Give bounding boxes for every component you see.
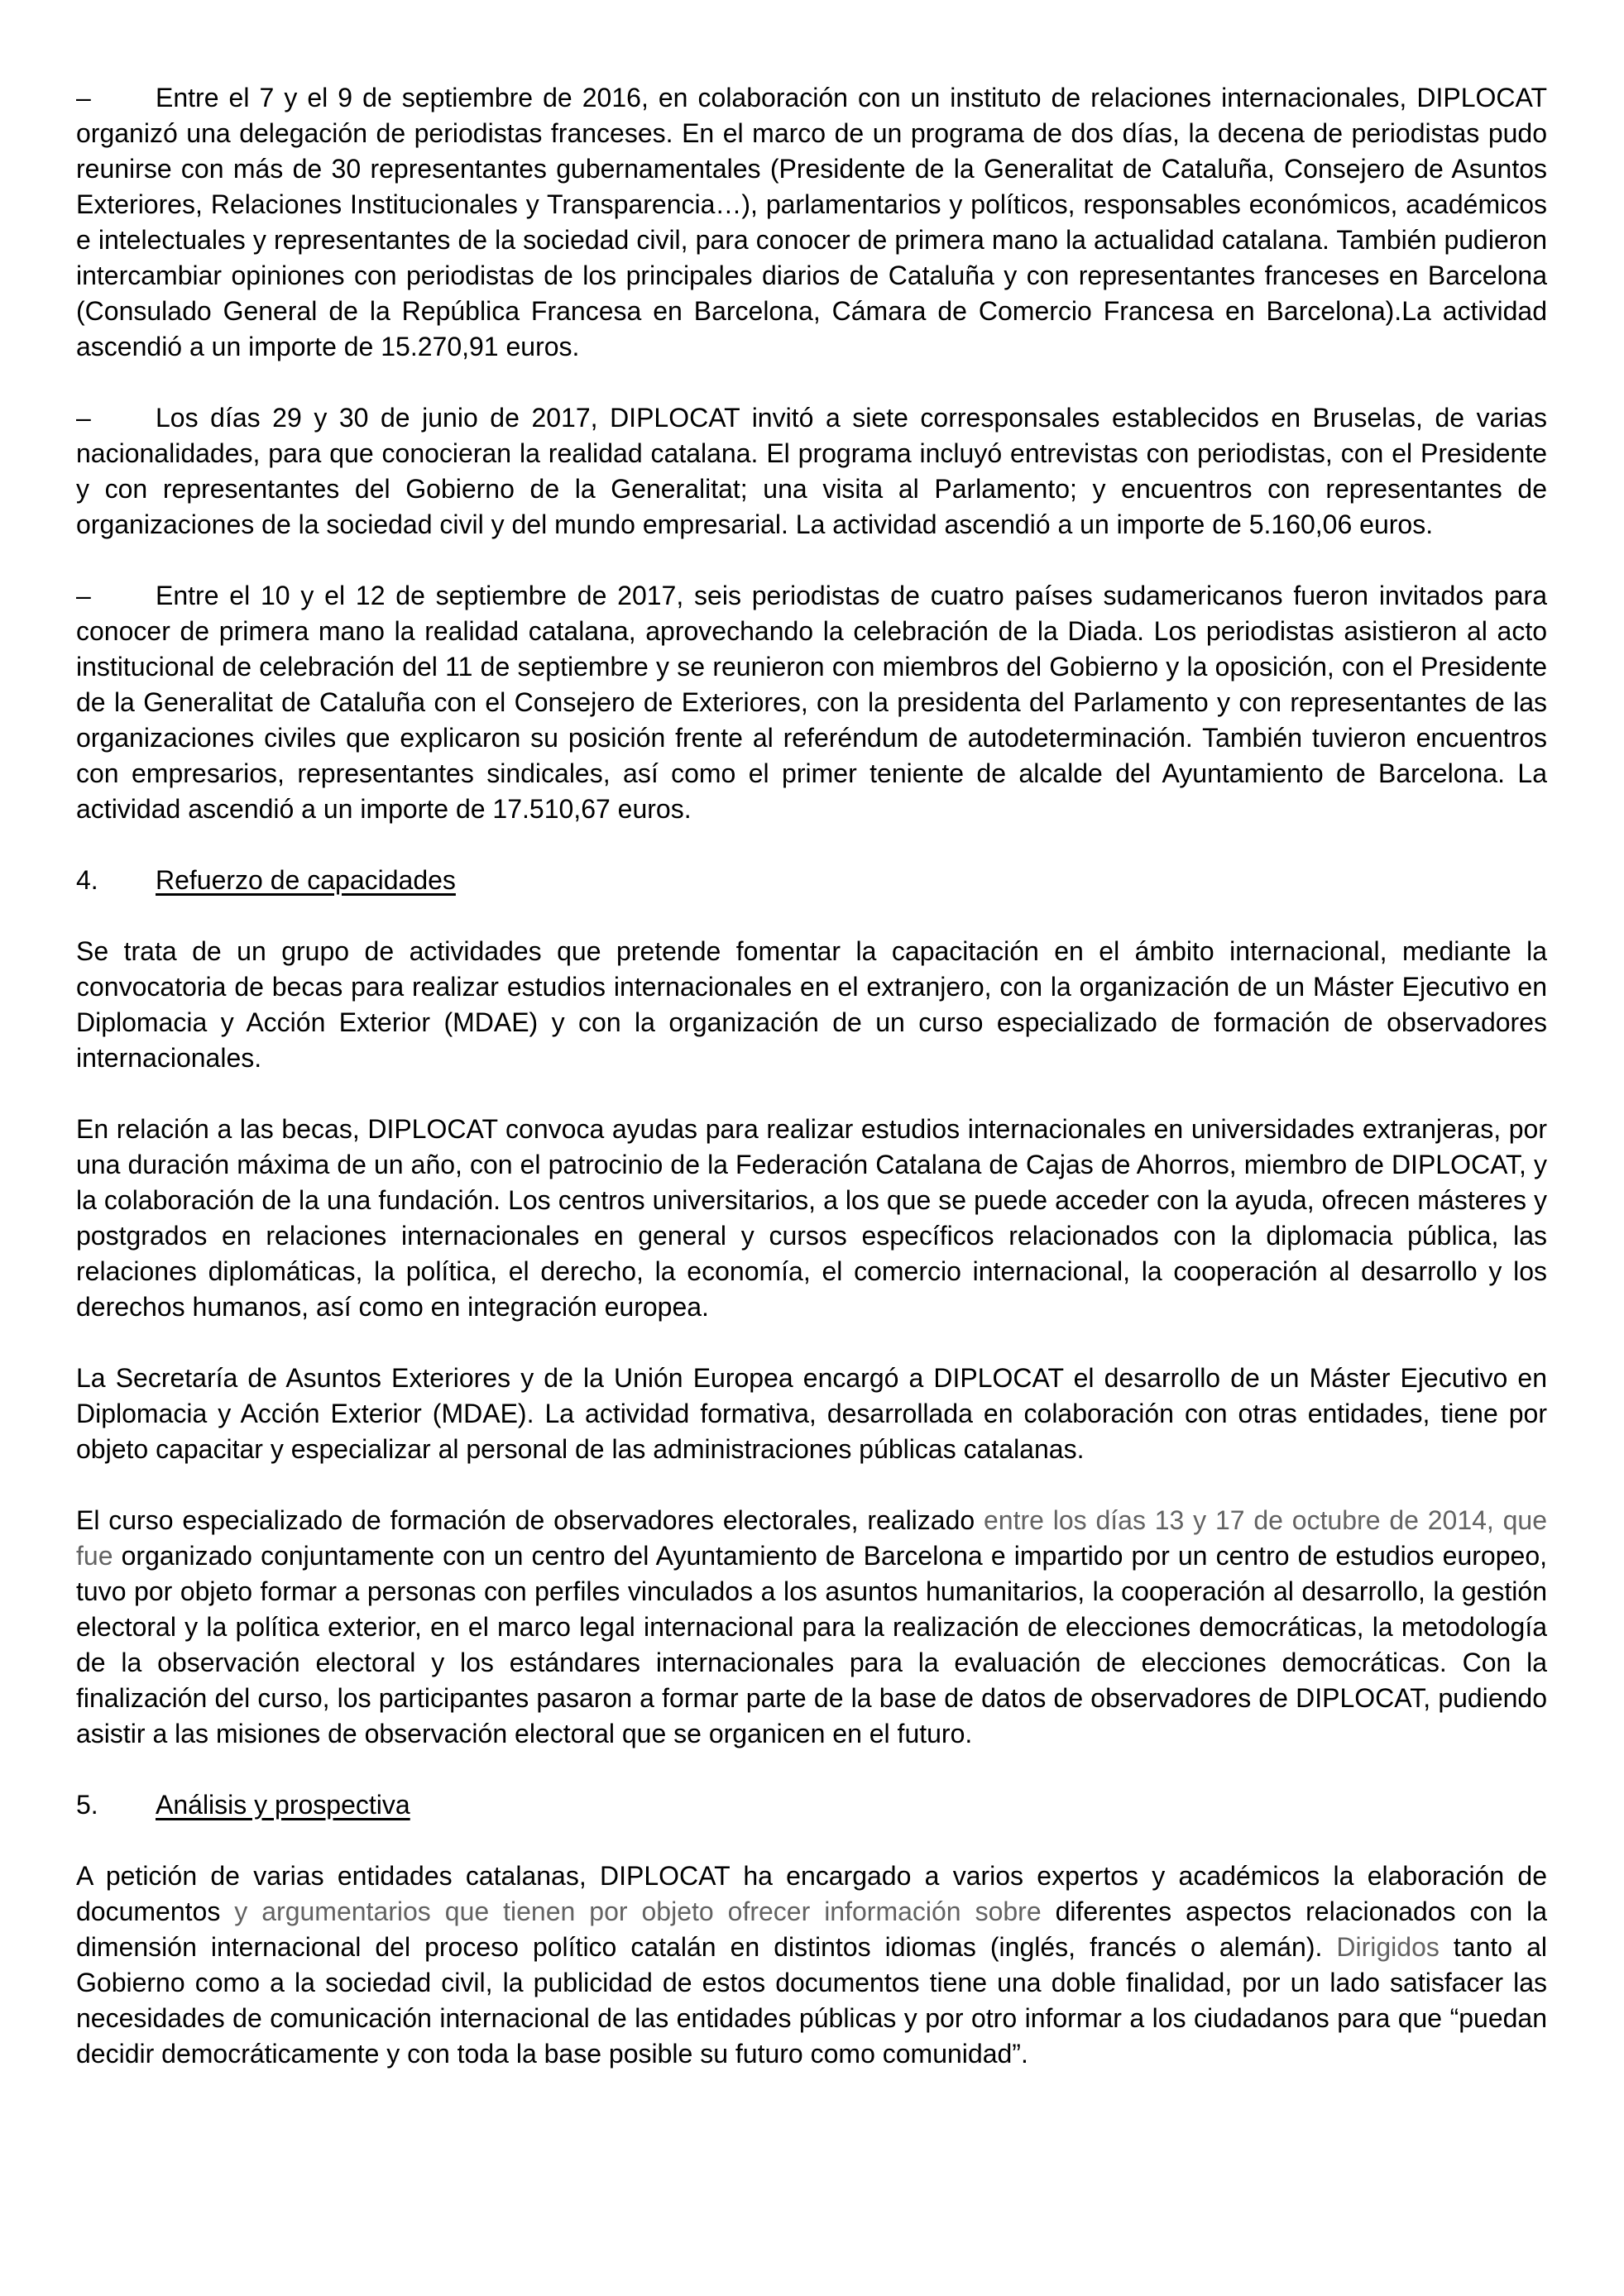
dash-bullet-marker: –: [76, 83, 91, 112]
paragraph-text: Entre el 7 y el 9 de septiembre de 2016, en colaboración con un instituto de relaciones internacionales, DIPLOCAT organizó una delegación de periodistas franceses. En el marco de un programa de dos días, la decena de periodistas pudo reunirse con más de 30 representantes gubernamentales (Presidente de la Generalitat de Cataluña, Consejero de Asuntos Exteriores, Relaciones Institucionales y Transparencia…), parlamentarios y políticos, responsables económicos, académicos e intelectuales y representantes de la sociedad civil, para conocer de primera mano la actualidad catalana. También pudieron intercambiar opiniones con periodistas de los principales diarios de Cataluña y con representantes franceses en Barcelona (Consulado General de la República Francesa en Barcelona, Cámara de Comercio Francesa en Barcelona).La actividad ascendió a un importe de 15.270,91 euros.: [76, 83, 1547, 361]
paragraph-text: La Secretaría de Asuntos Exteriores y de la Unión Europea encargó a DIPLOCAT el desarrollo de un Máster Ejecutivo en Diplomacia y Acción Exterior (MDAE). La actividad formativa, desarrollada en colaboración con otras entidades, tiene por objeto capacitar y especializar al personal de las administraciones públicas catalanas.: [76, 1363, 1547, 1464]
section-number: 5.: [76, 1790, 98, 1820]
paragraph-text: En relación a las becas, DIPLOCAT convoca ayudas para realizar estudios internacionales en universidades extranjeras, por una duración máxima de un año, con el patrocinio de la Federación Catalana de Cajas de Ahorros, miembro de DIPLOCAT, y la colaboración de la una fundación. Los centros universitarios, a los que se puede acceder con la ayuda, ofrecen másteres y postgrados en relaciones internacionales en general y cursos específicos relacionados con la diplomacia pública, las relaciones diplomáticas, la política, el derecho, la economía, el comercio internacional, la cooperación al desarrollo y los derechos humanos, así como en integración europea.: [76, 1114, 1547, 1322]
paragraph-text: Entre el 10 y el 12 de septiembre de 2017, seis periodistas de cuatro países sudamericanos fueron invitados para conocer de primera mano la realidad catalana, aprovechando la celebración de la Diada. Los periodistas asistieron al acto institucional de celebración del 11 de septiembre y se reunieron con miembros del Gobierno y la oposición, con el Presidente de la Generalitat de Cataluña con el Consejero de Exteriores, con la presidenta del Parlamento y con representantes de las organizaciones civiles que explicaron su posición frente al referéndum de autodeterminación. También tuvieron encuentros con empresarios, representantes sindicales, así como el primer teniente de alcalde del Ayuntamiento de Barcelona. La actividad ascendió a un importe de 17.510,67 euros.: [76, 581, 1547, 824]
bullet-paragraph-sudamerican-journalists-2017: [76, 578, 1547, 827]
body-paragraph-capacitacion-overview: [76, 934, 1547, 1076]
paragraph-text: organizado conjuntamente con un centro del Ayuntamiento de Barcelona e impartido por un centro de estudios europeo, tuvo por objeto formar a personas con perfiles vinculados a los asuntos humanitarios, la cooperación al desarrollo, la gestión electoral y la política exterior, en el marco legal internacional para la realización de elecciones democráticas, la metodología de la observación electoral y los estándares internacionales para la evaluación de elecciones democráticas. Con la finalización del curso, los participantes pasaron a formar parte de la base de datos de observadores de DIPLOCAT, pudiendo asistir a las misiones de observación electoral que se organicen en el futuro.: [76, 1541, 1548, 1748]
dash-bullet-marker: –: [76, 403, 91, 433]
section-heading-5: [76, 1787, 1547, 1823]
body-paragraph-mdae: [76, 1361, 1547, 1467]
body-paragraph-becas: [76, 1112, 1547, 1325]
body-paragraph-analisis-prospectiva: [76, 1858, 1547, 2072]
paragraph-text: El curso especializado de formación de observadores electorales, realizado: [76, 1505, 984, 1535]
section-number: 4.: [76, 865, 98, 895]
section-title: Análisis y prospectiva: [156, 1790, 410, 1820]
paragraph-text: diferentes aspectos relacionados con la dimensión internacional del proceso político catalán en distintos idiomas (inglés, francés o alemán).: [76, 1897, 1548, 1962]
body-paragraph-curso-observadores: [76, 1503, 1547, 1752]
bullet-paragraph-press-delegation-2016: [76, 80, 1547, 365]
section-title: Refuerzo de capacidades: [156, 865, 456, 895]
paragraph-text: Se trata de un grupo de actividades que pretende fomentar la capacitación en el ámbito internacional, mediante la convocatoria de becas para realizar estudios internacionales en el extranjero, con la organización de un Máster Ejecutivo en Diplomacia y Acción Exterior (MDAE) y con la organización de un curso especializado de formación de observadores internacionales.: [76, 936, 1547, 1073]
paragraph-text-muted: y argumentarios que tienen por objeto ofrecer información sobre: [234, 1897, 1056, 1926]
paragraph-text: tanto al Gobierno como a la sociedad civil, la publicidad de estos documentos tiene una doble finalidad, por un lado satisfacer las necesidades de comunicación internacional de las entidades públicas y por otro informar a los ciudadanos para que “puedan decidir democráticamente y con toda la base posible su futuro como comunidad”.: [76, 1932, 1548, 2069]
section-heading-4: [76, 863, 1547, 898]
paragraph-text-muted: entre los días 13 y 17 de octubre de 2014, que fue: [76, 1505, 1548, 1571]
paragraph-text-muted: Dirigidos: [1336, 1932, 1454, 1962]
dash-bullet-marker: –: [76, 581, 91, 610]
bullet-paragraph-correspondents-2017: [76, 400, 1547, 543]
paragraph-text: Los días 29 y 30 de junio de 2017, DIPLOCAT invitó a siete corresponsales establecidos en Bruselas, de varias nacionalidades, para que conocieran la realidad catalana. El programa incluyó entrevistas con periodistas, con el Presidente y con representantes del Gobierno de la Generalitat; una visita al Parlamento; y encuentros con representantes de organizaciones de la sociedad civil y del mundo empresarial. La actividad ascendió a un importe de 5.160,06 euros.: [76, 403, 1547, 539]
paragraph-text: A petición de varias entidades catalanas, DIPLOCAT ha encargado a varios expertos y académicos la elaboración de documentos: [76, 1861, 1547, 1926]
